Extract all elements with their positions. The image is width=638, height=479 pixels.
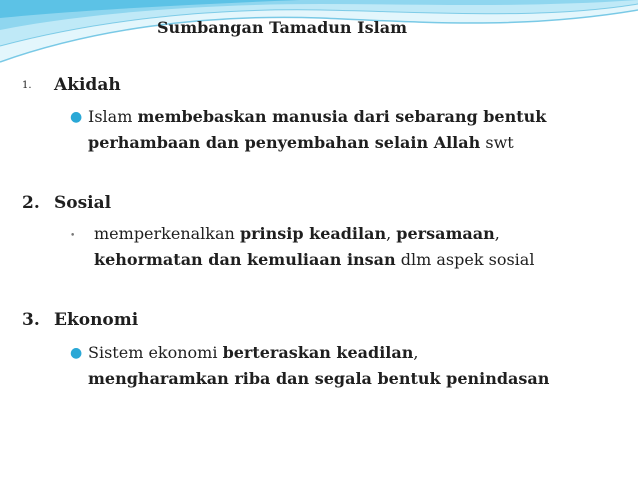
section-title: Sosial <box>54 193 112 213</box>
bullet-line: perhambaan dan penyembahan selain Allah swt <box>88 133 514 152</box>
bullet-icon: ● <box>70 345 83 361</box>
section-heading-akidah <box>22 75 121 95</box>
bullet-line: mengharamkan riba dan segala bentuk penindasan <box>88 369 550 388</box>
bullet-icon: ● <box>70 109 83 125</box>
bullet-line: Sistem ekonomi berteraskan keadilan, <box>88 343 419 362</box>
section-heading-sosial <box>22 193 111 213</box>
bullet-line: kehormatan dan kemuliaan insan dlm aspek sosial <box>94 250 535 269</box>
section-heading-ekonomi <box>22 310 138 330</box>
slide-title: Sumbangan Tamadun Islam <box>157 18 407 37</box>
section-number: 2. <box>22 193 40 213</box>
section-number: 1. <box>22 80 32 91</box>
bullet-icon: • <box>70 231 76 241</box>
bullet-line: memperkenalkan prinsip keadilan, persamaan, <box>94 224 500 243</box>
section-title: Ekonomi <box>54 310 139 330</box>
bullet-line: Islam membebaskan manusia dari sebarang bentuk <box>88 107 547 126</box>
section-number: 3. <box>22 310 40 330</box>
section-title: Akidah <box>54 75 121 95</box>
